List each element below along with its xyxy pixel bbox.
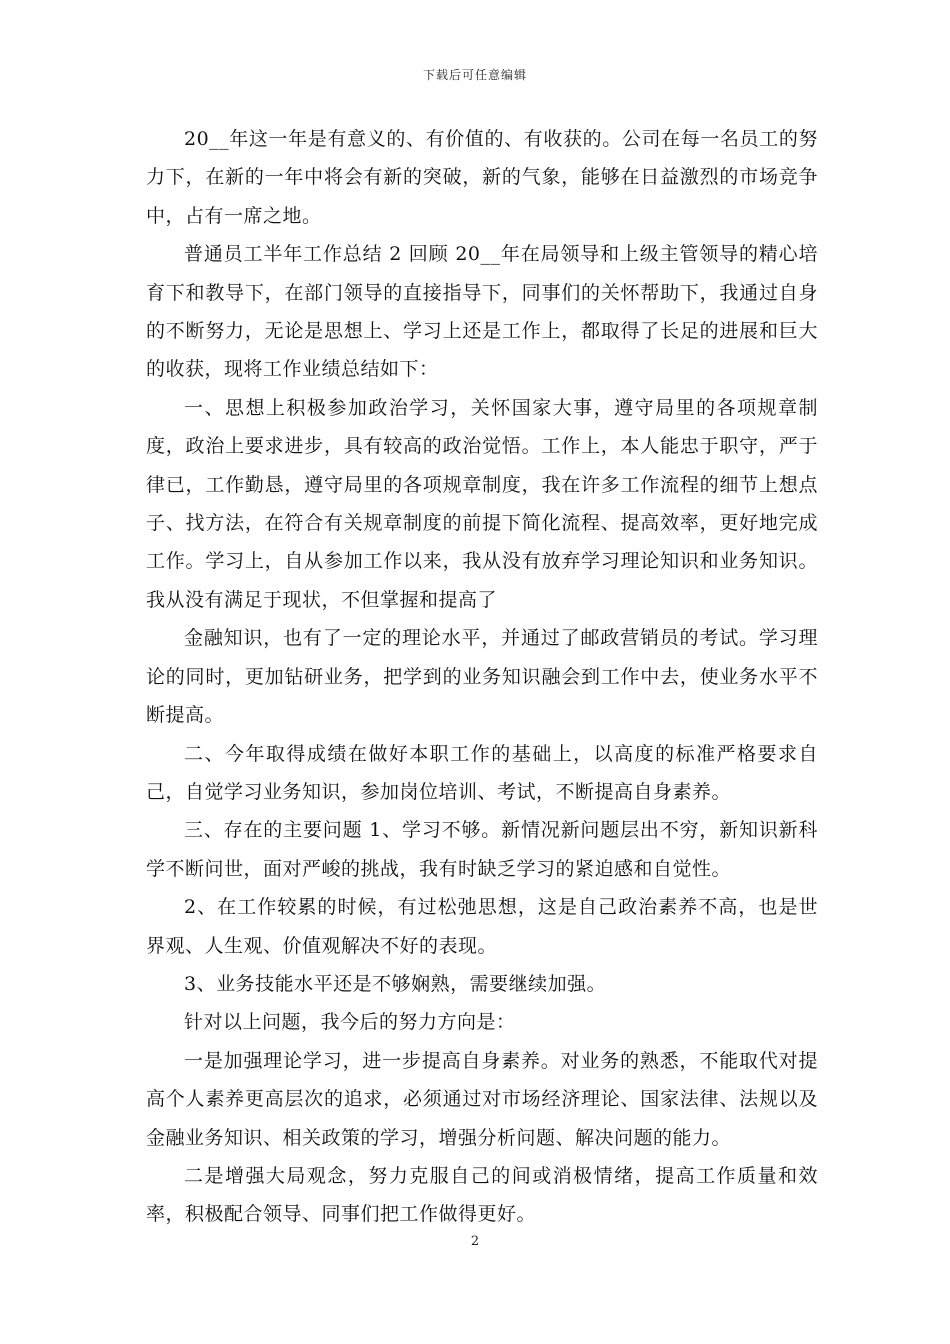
- paragraph: 二、今年取得成绩在做好本职工作的基础上，以高度的标准严格要求自己，自觉学习业务知识，参加岗位培训、考试，不断提高自身素养。: [146, 742, 818, 803]
- paragraph: 一是加强理论学习，进一步提高自身素养。对业务的熟悉，不能取代对提高个人素养更高层次的追求，必须通过对市场经济理论、国家法律、法规以及金融业务知识、相关政策的学习，增强分析问题、解决问题的能力。: [146, 1049, 818, 1149]
- paragraph: 一、思想上积极参加政治学习，关怀国家大事，遵守局里的各项规章制度，政治上要求进步，具有较高的政治觉悟。工作上，本人能忠于职守，严于律已，工作勤恳，遵守局里的各项规章制度，我在许多工作流程的细节上想点子、找方法，在符合有关规章制度的前提下简化流程、提高效率，更好地完成工作。学习上，自从参加工作以来，我从没有放弃学习理论知识和业务知识。我从没有满足于现状，不但掌握和提高了: [146, 396, 818, 611]
- document-body: [146, 120, 818, 1234]
- paragraph: 普通员工半年工作总结 2 回顾 20__年在局领导和上级主管领导的精心培育下和教导下，在部门领导的直接指导下，同事们的关怀帮助下，我通过自身的不断努力，无论是思想上、学习上还是工作上，都取得了长足的进展和巨大的收获，现将工作业绩总结如下：: [146, 243, 818, 381]
- page-header: 下载后可任意编辑: [422, 68, 527, 82]
- paragraph: 三、存在的主要问题 1、学习不够。新情况新问题层出不穷，新知识新科学不断问世，面对严峻的挑战，我有时缺乏学习的紧迫感和自觉性。: [146, 819, 818, 880]
- paragraph: 针对以上问题，我今后的努力方向是：: [184, 1011, 516, 1034]
- page-number: 2: [470, 1234, 480, 1249]
- paragraph: 2、在工作较累的时候，有过松弛思想，这是自己政治素养不高，也是世界观、人生观、价值观解决不好的表现。: [146, 896, 818, 957]
- paragraph: 20__年这一年是有意义的、有价值的、有收获的。公司在每一名员工的努力下，在新的一年中将会有新的突破，新的气象，能够在日益激烈的市场竞争中，占有一席之地。: [146, 128, 818, 227]
- paragraph: 二是增强大局观念，努力克服自己的间或消极情绪，提高工作质量和效率，积极配合领导、同事们把工作做得更好。: [146, 1164, 818, 1226]
- paragraph: 金融知识，也有了一定的理论水平，并通过了邮政营销员的考试。学习理论的同时，更加钻研业务，把学到的业务知识融会到工作中去，使业务水平不断提高。: [146, 627, 818, 727]
- paragraph: 3、业务技能水平还是不够娴熟，需要继续加强。: [184, 972, 607, 995]
